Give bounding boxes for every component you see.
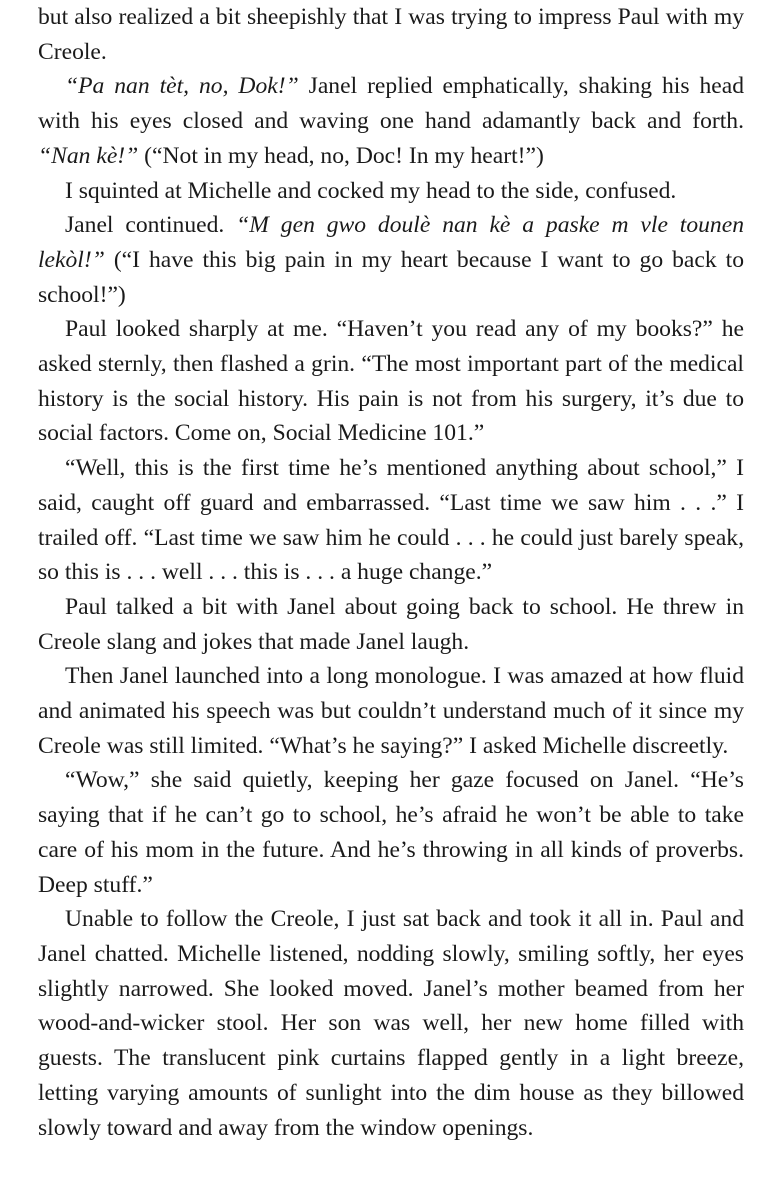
paragraph-text: Then Janel launched into a long monologue. I was amazed at how fluid and animated his speech was but couldn’t understand much of it since my Creole was still limited. “What’s he saying?” I asked Michelle discreetly. — [38, 663, 744, 759]
paragraph — [38, 208, 744, 312]
paragraph-text: Unable to follow the Creole, I just sat back and took it all in. Paul and Janel chatted. Michelle listened, nodding slowly, smiling softly, her eyes slightly narrowed. She looked moved. Janel’s mother beamed from her wood-and-wicker stool. Her son was well, her new home filled with guests. The translucent pink curtains flapped gently in a light breeze, letting varying amounts of sunlight into the dim house as they billowed slowly toward and away from the window openings. — [38, 906, 744, 1141]
paragraph — [38, 590, 744, 659]
paragraph-text: “Wow,” she said quietly, keeping her gaze focused on Janel. “He’s saying that if he can’t go to school, he’s afraid he won’t be able to take care of his mom in the future. And he’s throwing in all kinds of proverbs. Deep stuff.” — [38, 767, 744, 898]
paragraph — [38, 0, 744, 69]
paragraph — [38, 763, 744, 902]
paragraph — [38, 659, 744, 763]
italic-creole-text: “Nan kè!” — [38, 142, 139, 169]
paragraph-text: Janel continued. — [65, 212, 237, 239]
paragraph — [38, 69, 744, 173]
paragraph — [38, 902, 744, 1145]
page-body-text — [38, 0, 744, 1145]
paragraph-text: I squinted at Michelle and cocked my head to the side, confused. — [65, 177, 677, 204]
italic-creole-text: “M gen gwo doulè nan kè a paske m vle tounen lekòl!” — [38, 212, 744, 273]
paragraph — [38, 174, 744, 209]
paragraph-text: Janel replied emphatically, shaking his head with his eyes closed and waving one hand adamantly back and forth. — [38, 73, 744, 135]
paragraph-text: Paul looked sharply at me. “Haven’t you read any of my books?” he asked sternly, then flashed a grin. “The most important part of the medical history is the social history. His pain is not from his surgery, it’s due to social factors. Come on, Social Medicine 101.” — [38, 316, 744, 447]
paragraph-text: Paul talked a bit with Janel about going back to school. He threw in Creole slang and jokes that made Janel laugh. — [38, 593, 744, 655]
paragraph — [38, 451, 744, 590]
paragraph-text: “Well, this is the first time he’s mentioned anything about school,” I said, caught off guard and embarrassed. “Last time we saw him . . .” I trailed off. “Last time we saw him he could . . . he could just barely speak, so this is . . . well . . . this is . . . a huge change.” — [38, 455, 744, 586]
paragraph — [38, 312, 744, 451]
italic-creole-text: “Pa nan tèt, no, Dok!” — [65, 73, 299, 100]
paragraph-text: but also realized a bit sheepishly that I was trying to impress Paul with my Creole. — [38, 4, 744, 65]
paragraph-text: (“Not in my head, no, Doc! In my heart!”) — [138, 142, 544, 169]
paragraph-text: (“I have this big pain in my heart because I want to go back to school!”) — [38, 246, 744, 308]
